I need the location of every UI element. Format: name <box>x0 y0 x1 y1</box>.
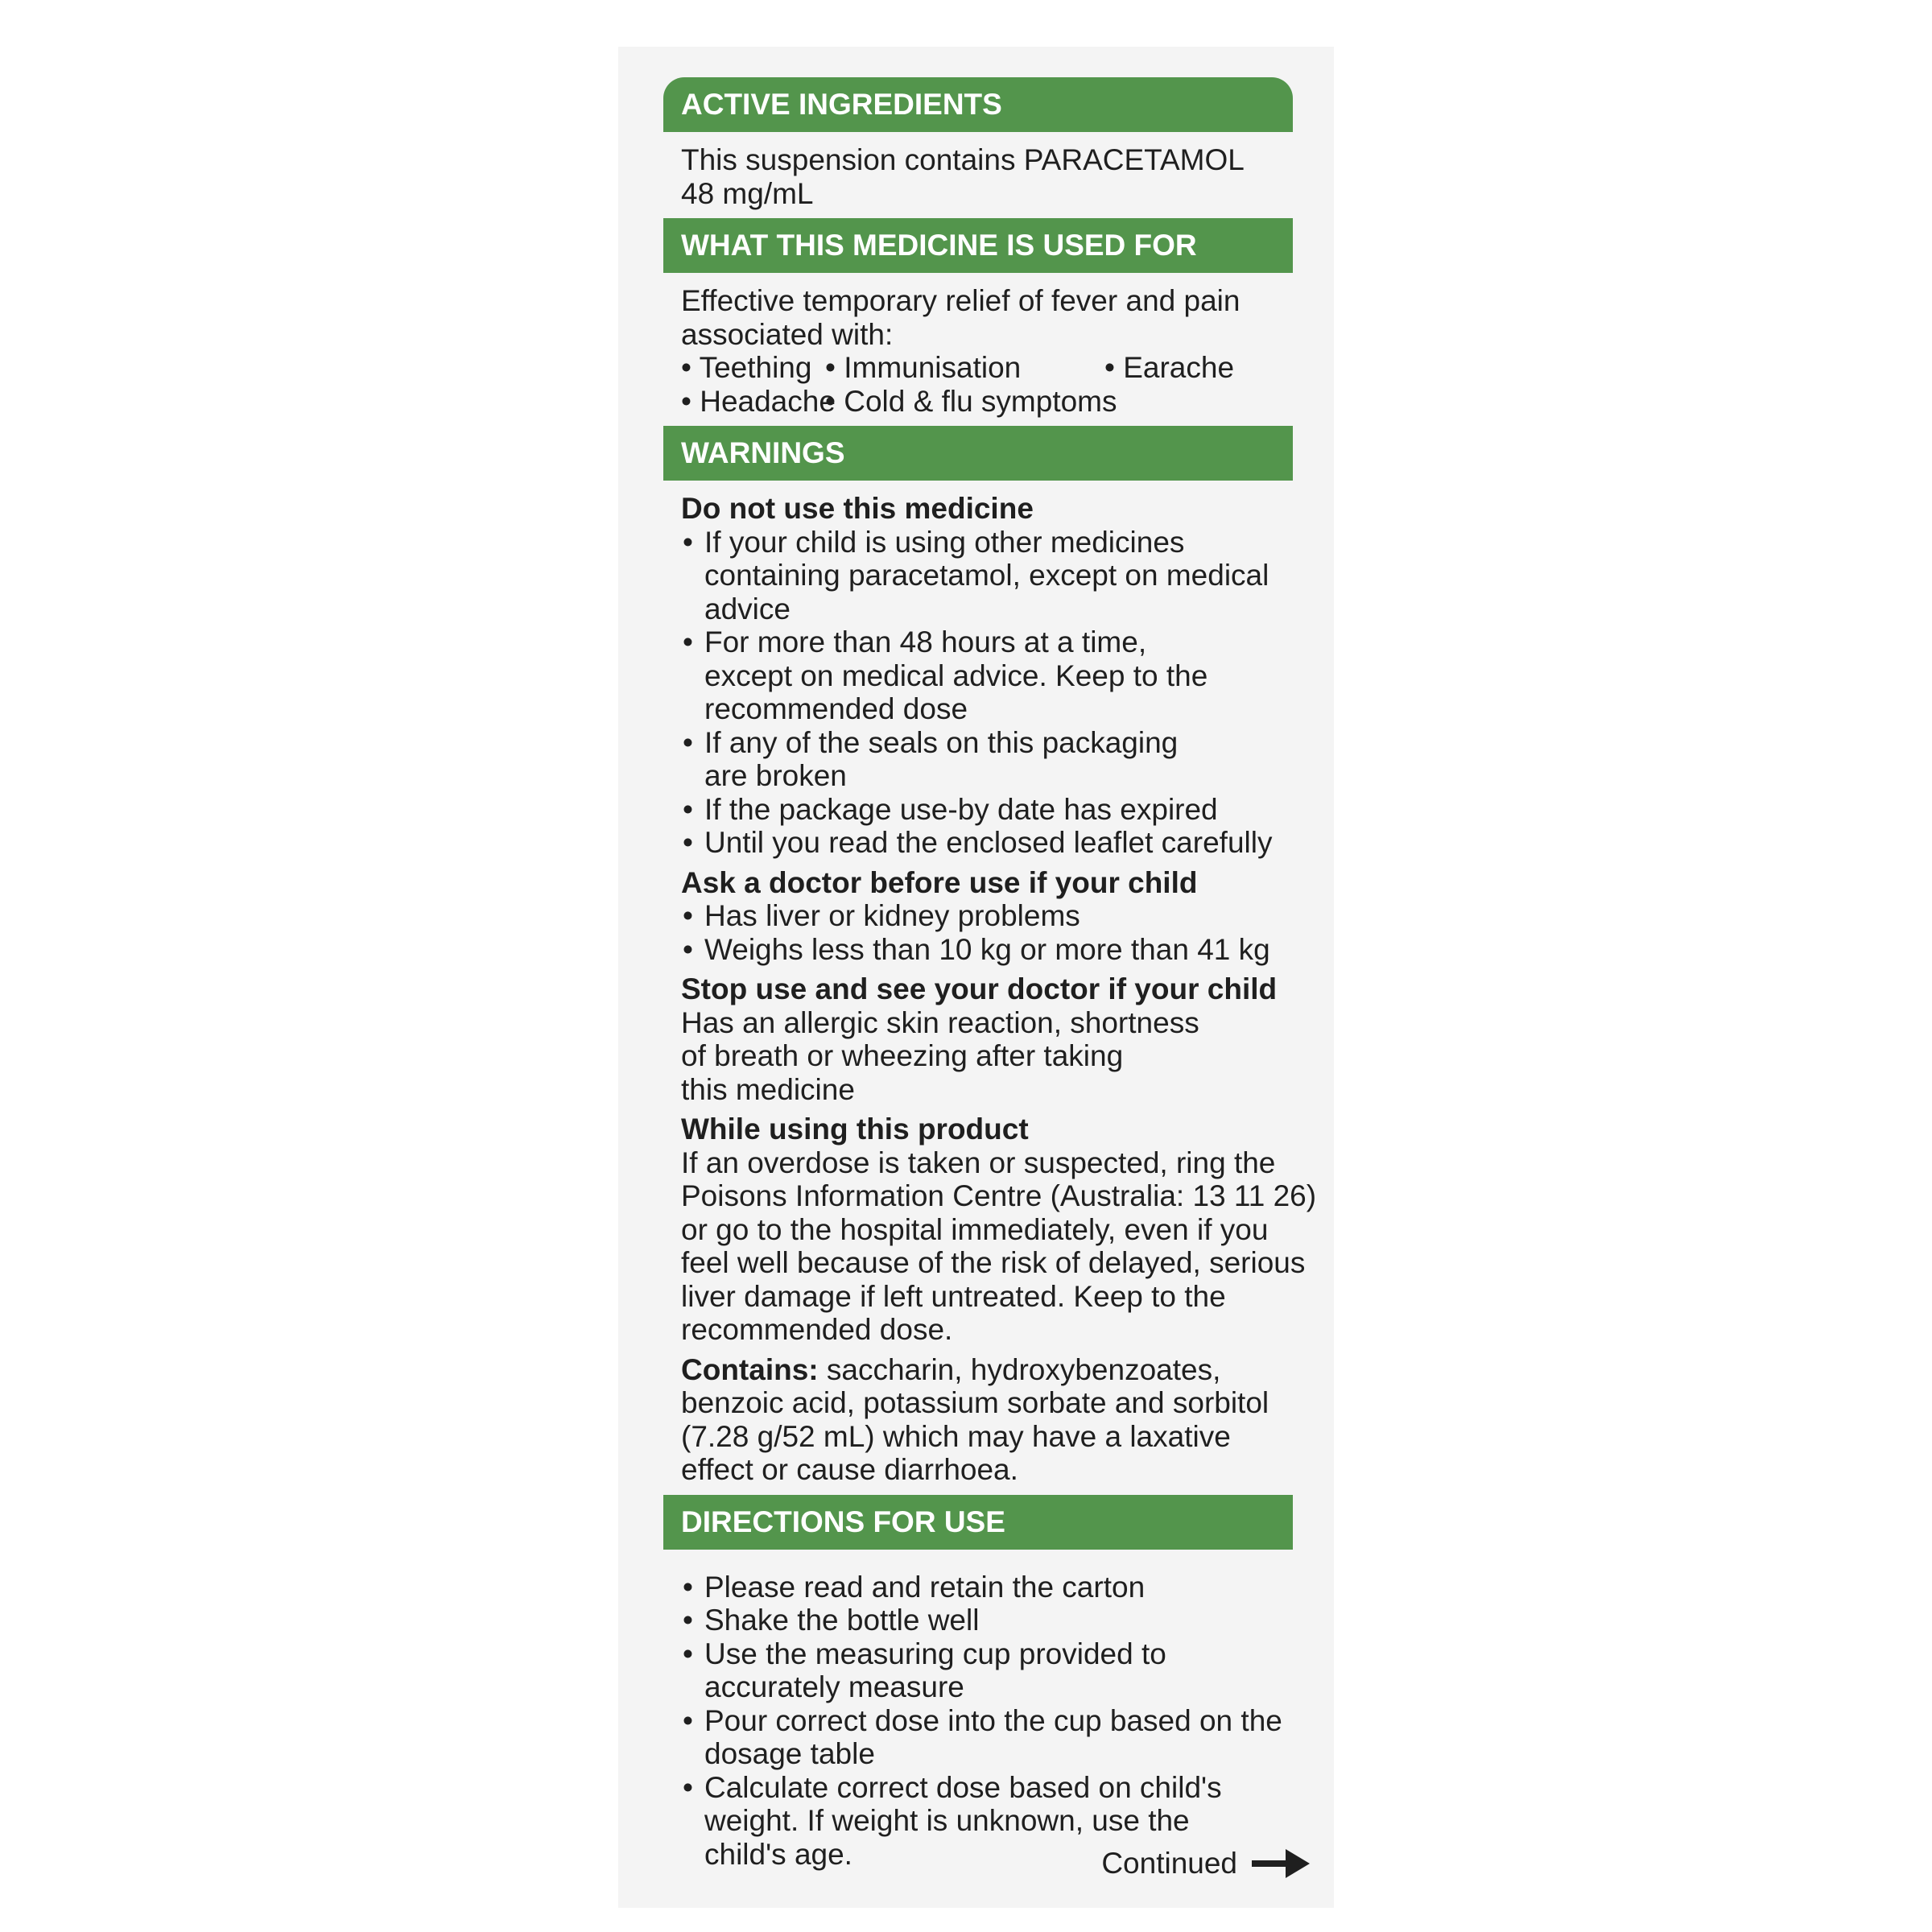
list-item-line: • If the package use-by date has expired <box>704 792 1218 826</box>
list-item-line: child's age. <box>704 1837 852 1871</box>
list-item: • Has liver or kidney problems <box>681 899 1293 933</box>
contains-line: (7.28 g/52 mL) which may have a laxative <box>681 1419 1231 1453</box>
stop-use-line: Has an allergic skin reaction, shortness <box>681 1005 1199 1039</box>
list-item: • Weighs less than 10 kg or more than 41 kg <box>681 933 1293 967</box>
uses-intro-line: associated with: <box>681 317 894 351</box>
symptom-cold-flu: • Cold & flu symptoms <box>825 384 1117 418</box>
symptom-headache: • Headache <box>681 384 836 418</box>
symptom-row <box>681 351 1293 385</box>
directions-section <box>663 1550 1293 1880</box>
active-line: This suspension contains PARACETAMOL <box>681 143 1245 176</box>
while-using-line: liver damage if left untreated. Keep to the <box>681 1279 1226 1313</box>
while-using-line: feel well because of the risk of delayed, serious <box>681 1246 1306 1279</box>
list-item-line: • Please read and retain the carton <box>704 1570 1146 1604</box>
list-item-line: • If your child is using other medicines <box>704 525 1185 559</box>
continued-indicator <box>1101 1847 1310 1880</box>
symptom-row <box>681 385 1293 419</box>
while-using-line: or go to the hospital immediately, even if you <box>681 1212 1269 1246</box>
while-using-title: While using this product <box>681 1113 1029 1146</box>
list-item <box>681 1637 1293 1704</box>
active-ingredients-header: ACTIVE INGREDIENTS <box>663 77 1293 132</box>
list-item <box>681 526 1293 626</box>
warnings-section <box>663 481 1317 1495</box>
list-item-line: • Use the measuring cup provided to <box>704 1637 1166 1670</box>
list-item-line: • For more than 48 hours at a time, <box>704 625 1147 658</box>
list-item <box>681 1571 1293 1604</box>
list-item-line: • Until you read the enclosed leaflet carefully <box>704 826 1273 859</box>
list-item-line: except on medical advice. Keep to the <box>704 658 1208 692</box>
list-item <box>681 726 1293 793</box>
directions-list <box>681 1571 1293 1872</box>
list-item <box>681 625 1293 726</box>
list-item-line: advice <box>704 592 791 625</box>
do-not-use-title: Do not use this medicine <box>681 492 1034 525</box>
list-item-line: dosage table <box>704 1737 875 1770</box>
continued-label: Continued <box>1101 1847 1237 1880</box>
contains-line <box>681 1353 1293 1387</box>
list-item <box>681 826 1293 860</box>
uses-intro-line: Effective temporary relief of fever and pain <box>681 284 1241 317</box>
label-content <box>663 77 1317 1879</box>
contains-text: saccharin, hydroxybenzoates, <box>818 1352 1221 1386</box>
symptom-earache: • Earache <box>1104 351 1235 384</box>
while-using-line: Poisons Information Centre (Australia: 13 11 26) <box>681 1179 1317 1212</box>
ask-doctor-title: Ask a doctor before use if your child <box>681 865 1198 899</box>
list-item-line: are broken <box>704 759 847 792</box>
list-item-line: • Shake the bottle well <box>704 1604 980 1637</box>
list-item-line: • If any of the seals on this packaging <box>704 725 1179 759</box>
uses-section <box>663 273 1293 426</box>
arrow-right-icon <box>1252 1847 1310 1880</box>
list-item-line: containing paracetamol, except on medical <box>704 559 1269 592</box>
active-ingredients-section <box>663 132 1293 218</box>
stop-use-line: of breath or wheezing after taking <box>681 1039 1124 1072</box>
contains-line: benzoic acid, potassium sorbate and sorbitol <box>681 1386 1269 1419</box>
stop-use-line: this medicine <box>681 1072 855 1106</box>
list-item-line: weight. If weight is unknown, use the <box>704 1804 1190 1837</box>
ask-doctor-list <box>681 899 1293 966</box>
contains-line: effect or cause diarrhoea. <box>681 1453 1018 1486</box>
list-item-line: recommended dose <box>704 692 968 725</box>
list-item <box>681 1704 1293 1771</box>
list-item-line: • Pour correct dose into the cup based on the <box>704 1703 1282 1737</box>
medicine-label-panel <box>618 47 1334 1908</box>
list-item-line: accurately measure <box>704 1670 964 1703</box>
uses-header: WHAT THIS MEDICINE IS USED FOR <box>663 218 1293 273</box>
do-not-use-list <box>681 526 1293 860</box>
active-line: 48 mg/mL <box>681 176 814 210</box>
list-item-line: • Calculate correct dose based on child's <box>704 1770 1222 1804</box>
while-using-line: If an overdose is taken or suspected, ring the <box>681 1146 1276 1179</box>
list-item <box>681 793 1293 827</box>
stop-use-title: Stop use and see your doctor if your child <box>681 972 1278 1005</box>
directions-header: DIRECTIONS FOR USE <box>663 1495 1293 1550</box>
contains-label: Contains: <box>681 1352 819 1386</box>
warnings-header: WARNINGS <box>663 426 1293 481</box>
while-using-line: recommended dose. <box>681 1313 953 1346</box>
symptom-immunisation: • Immunisation <box>825 351 1022 384</box>
list-item <box>681 1604 1293 1637</box>
symptom-teething: • Teething <box>681 351 812 384</box>
